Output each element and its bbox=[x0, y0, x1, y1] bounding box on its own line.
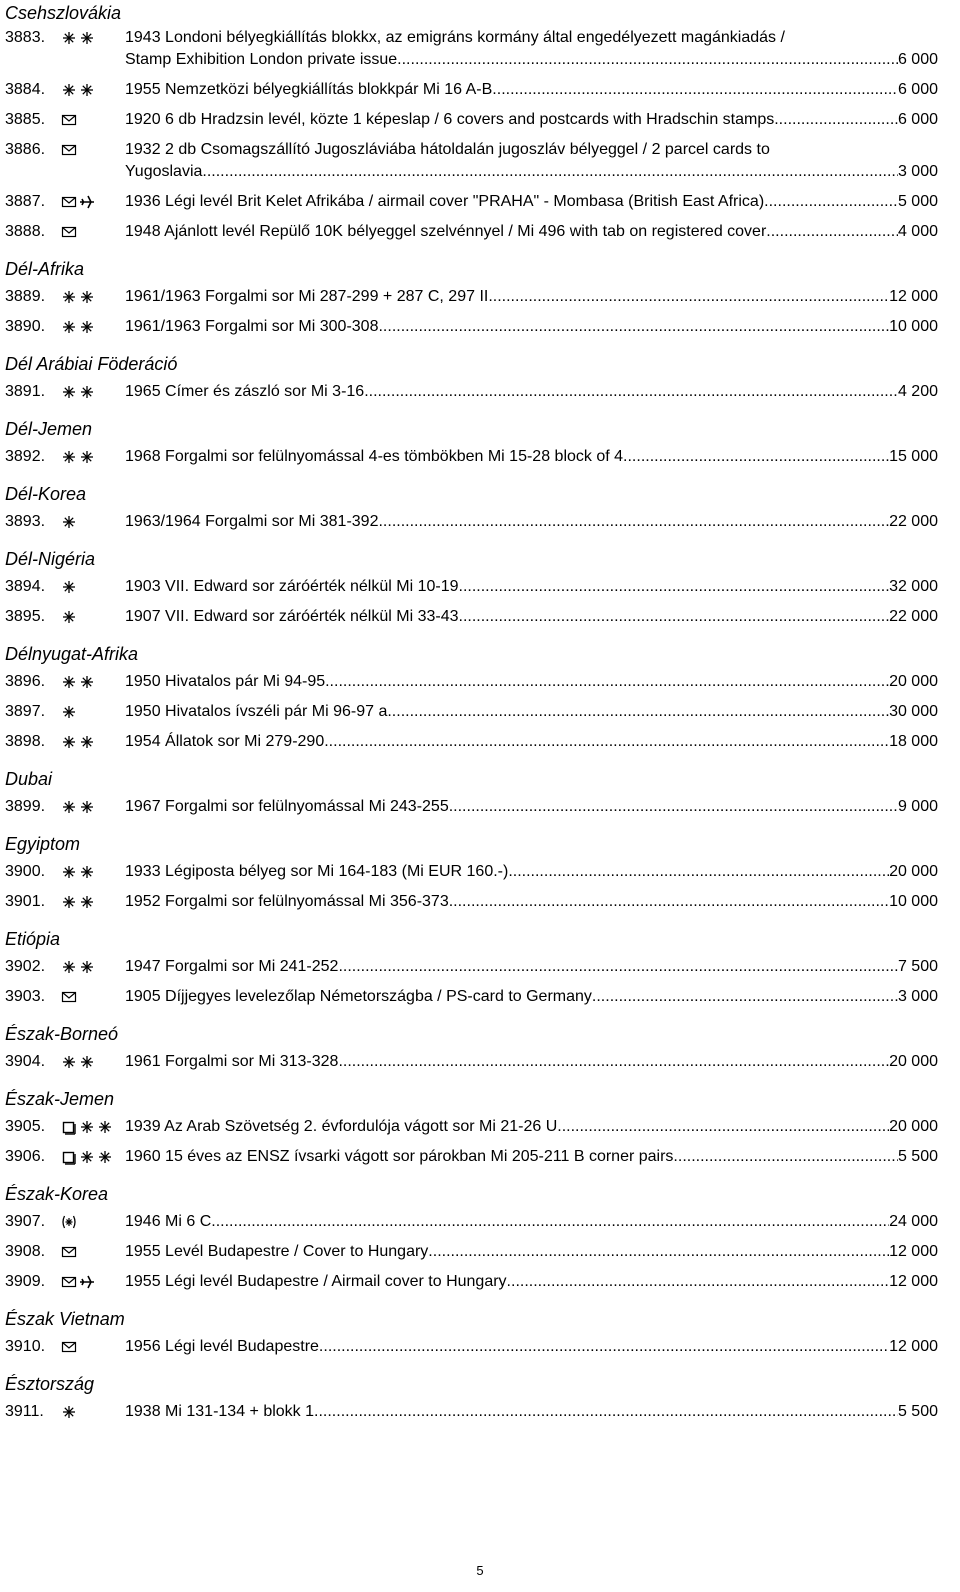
section-heading: Dél Arábiai Föderáció bbox=[5, 354, 178, 374]
dot-leader bbox=[488, 286, 889, 308]
lot-description bbox=[125, 1116, 938, 1138]
section-heading: Délnyugat-Afrika bbox=[5, 644, 139, 664]
lot-price: 32 000 bbox=[889, 578, 938, 595]
section-heading: Észak-Borneó bbox=[5, 1024, 119, 1044]
envelope-icon bbox=[61, 224, 77, 240]
description-last-line bbox=[125, 796, 938, 818]
dot-leader bbox=[508, 861, 889, 883]
lot-description bbox=[125, 286, 938, 308]
lot-number: 3909. bbox=[5, 1273, 46, 1290]
lot-row bbox=[5, 731, 938, 753]
condition-icons bbox=[61, 446, 125, 468]
lot-price: 6 000 bbox=[897, 81, 938, 98]
lot-description bbox=[125, 191, 938, 213]
dot-leader bbox=[211, 1211, 889, 1233]
lot-description bbox=[125, 79, 938, 101]
description-last-line bbox=[125, 221, 938, 243]
mint-star-icon bbox=[61, 449, 77, 465]
mint-star-icon bbox=[79, 289, 95, 305]
lot-row bbox=[5, 221, 938, 243]
lot-price: 22 000 bbox=[889, 608, 938, 625]
dot-leader bbox=[492, 79, 898, 101]
lot-price: 4 000 bbox=[897, 223, 938, 240]
lot-number: 3899. bbox=[5, 798, 46, 815]
description-last-line bbox=[125, 1241, 938, 1263]
lot-description bbox=[125, 1211, 938, 1233]
description-text: 1905 Díjjegyes levelezőlap Németországba / PS-card to Germany bbox=[125, 988, 592, 1005]
lot-number: 3900. bbox=[5, 863, 46, 880]
description-last-line bbox=[125, 79, 938, 101]
lot-row bbox=[5, 986, 938, 1008]
dot-leader bbox=[324, 731, 889, 753]
lot-price: 4 200 bbox=[897, 383, 938, 400]
mint-star-icon bbox=[61, 894, 77, 910]
condition-icons bbox=[61, 796, 125, 818]
mint-star-icon bbox=[61, 289, 77, 305]
lot-price: 5 500 bbox=[897, 1403, 938, 1420]
mint-star-icon bbox=[61, 674, 77, 690]
lot-row bbox=[5, 381, 938, 403]
lot-row bbox=[5, 446, 938, 468]
lot-price: 5 000 bbox=[897, 193, 938, 210]
description-text: 1946 Mi 6 C bbox=[125, 1213, 212, 1230]
description-last-line bbox=[125, 1211, 938, 1233]
description-line: 1932 2 db Csomagszállító Jugoszláviába hátoldalán jugoszláv bélyeggel / 2 parcel cards to bbox=[125, 141, 770, 158]
envelope-icon bbox=[61, 194, 77, 210]
condition-icons bbox=[61, 139, 125, 161]
condition-icons bbox=[61, 1271, 125, 1293]
lot-number: 3903. bbox=[5, 988, 46, 1005]
dot-leader bbox=[764, 191, 898, 213]
hinged-star-icon bbox=[61, 609, 77, 625]
dot-leader bbox=[325, 671, 889, 693]
lot-description bbox=[125, 221, 938, 243]
description-last-line bbox=[125, 446, 938, 468]
lot-price: 12 000 bbox=[889, 1243, 938, 1260]
lot-price: 30 000 bbox=[889, 703, 938, 720]
section-heading: Észtország bbox=[5, 1374, 95, 1394]
description-last-line bbox=[125, 1401, 938, 1423]
description-last-line bbox=[125, 1336, 938, 1358]
hinged-star-icon bbox=[61, 1404, 77, 1420]
airplane-icon bbox=[79, 1274, 95, 1290]
envelope-icon bbox=[61, 142, 77, 158]
description-text: 1952 Forgalmi sor felülnyomással Mi 356-373 bbox=[125, 893, 449, 910]
section-heading: Dél-Jemen bbox=[5, 419, 93, 439]
description-text: 1948 Ajánlott levél Repülő 10K bélyeggel szelvénnyel / Mi 496 with tab on registered cover bbox=[125, 223, 767, 240]
lot-number: 3893. bbox=[5, 513, 46, 530]
lot-row bbox=[5, 1271, 938, 1293]
lot-number: 3908. bbox=[5, 1243, 46, 1260]
hinged-star-icon bbox=[61, 579, 77, 595]
lot-description bbox=[125, 891, 938, 913]
dot-leader bbox=[378, 511, 889, 533]
lot-row bbox=[5, 606, 938, 628]
lot-price: 20 000 bbox=[889, 1118, 938, 1135]
lot-number: 3904. bbox=[5, 1053, 46, 1070]
dot-leader bbox=[459, 606, 890, 628]
envelope-icon bbox=[61, 1244, 77, 1260]
envelope-icon bbox=[61, 989, 77, 1005]
mint-star-icon bbox=[61, 319, 77, 335]
envelope-icon bbox=[61, 1339, 77, 1355]
lot-number: 3888. bbox=[5, 223, 46, 240]
description-last-line bbox=[125, 891, 938, 913]
description-text: 1961/1963 Forgalmi sor Mi 300-308 bbox=[125, 318, 379, 335]
lot-price: 10 000 bbox=[889, 893, 938, 910]
lot-number: 3894. bbox=[5, 578, 46, 595]
description-last-line bbox=[125, 191, 938, 213]
lot-description bbox=[125, 1336, 938, 1358]
lot-row bbox=[5, 1211, 938, 1233]
description-text: 1965 Címer és zászló sor Mi 3-16 bbox=[125, 383, 365, 400]
description-text: Yugoslavia bbox=[125, 163, 203, 180]
lot-row bbox=[5, 191, 938, 213]
dot-leader bbox=[338, 956, 898, 978]
lot-description bbox=[125, 511, 938, 533]
lot-row bbox=[5, 701, 938, 723]
dot-leader bbox=[507, 1271, 890, 1293]
condition-icons bbox=[61, 1336, 125, 1358]
lot-number: 3907. bbox=[5, 1213, 46, 1230]
description-last-line bbox=[125, 1146, 938, 1168]
lot-row bbox=[5, 1401, 938, 1423]
airplane-icon bbox=[79, 194, 95, 210]
condition-icons bbox=[61, 956, 125, 978]
dot-leader bbox=[387, 701, 889, 723]
dot-leader bbox=[202, 161, 898, 183]
lot-price: 10 000 bbox=[889, 318, 938, 335]
lot-description bbox=[125, 1051, 938, 1073]
lot-number: 3889. bbox=[5, 288, 46, 305]
lot-row bbox=[5, 27, 938, 71]
lot-price: 6 000 bbox=[897, 51, 938, 68]
dot-leader bbox=[592, 986, 898, 1008]
lot-description bbox=[125, 671, 938, 693]
lot-number: 3890. bbox=[5, 318, 46, 335]
lot-number: 3886. bbox=[5, 141, 46, 158]
description-text: 1960 15 éves az ENSZ ívsarki vágott sor párokban Mi 205-211 B corner pairs bbox=[125, 1148, 674, 1165]
lot-row bbox=[5, 1241, 938, 1263]
description-text: 1968 Forgalmi sor felülnyomással 4-es tömbökben Mi 15-28 block of 4 bbox=[125, 448, 624, 465]
lot-price: 24 000 bbox=[889, 1213, 938, 1230]
section-heading: Csehszlovákia bbox=[5, 3, 122, 23]
description-last-line bbox=[125, 731, 938, 753]
mint-star-icon bbox=[97, 1119, 113, 1135]
condition-icons bbox=[61, 1146, 125, 1168]
lot-description bbox=[125, 1146, 938, 1168]
description-last-line bbox=[125, 956, 938, 978]
lot-price: 12 000 bbox=[889, 1338, 938, 1355]
dot-leader bbox=[774, 109, 898, 131]
condition-icons bbox=[61, 671, 125, 693]
dot-leader bbox=[378, 316, 889, 338]
hinged-star-icon bbox=[61, 514, 77, 530]
dot-leader bbox=[428, 1241, 889, 1263]
description-text: 1961/1963 Forgalmi sor Mi 287-299 + 287 C, 297 II bbox=[125, 288, 489, 305]
condition-icons bbox=[61, 511, 125, 533]
dot-leader bbox=[314, 1401, 898, 1423]
condition-icons bbox=[61, 576, 125, 598]
lot-description bbox=[125, 701, 938, 723]
description-last-line bbox=[125, 701, 938, 723]
condition-icons bbox=[61, 221, 125, 243]
condition-icons bbox=[61, 79, 125, 101]
description-last-line bbox=[125, 109, 938, 131]
lot-number: 3897. bbox=[5, 703, 46, 720]
mint-star-icon bbox=[79, 734, 95, 750]
description-text: Stamp Exhibition London private issue. bbox=[125, 51, 402, 68]
mint-star-icon bbox=[79, 894, 95, 910]
description-last-line bbox=[125, 49, 938, 71]
lot-price: 3 000 bbox=[897, 988, 938, 1005]
description-last-line bbox=[125, 1271, 938, 1293]
description-text: 1956 Légi levél Budapestre bbox=[125, 1338, 319, 1355]
dot-leader bbox=[364, 381, 898, 403]
lot-number: 3887. bbox=[5, 193, 46, 210]
lot-description bbox=[125, 109, 938, 131]
condition-icons bbox=[61, 1116, 125, 1138]
mint-star-icon bbox=[79, 384, 95, 400]
condition-icons bbox=[61, 1401, 125, 1423]
condition-icons bbox=[61, 27, 125, 49]
description-last-line bbox=[125, 511, 938, 533]
section-heading: Egyiptom bbox=[5, 834, 81, 854]
description-text: 1903 VII. Edward sor záróérték nélkül Mi 10-19 bbox=[125, 578, 459, 595]
lot-description bbox=[125, 861, 938, 883]
description-text: 1950 Hivatalos pár Mi 94-95 bbox=[125, 673, 326, 690]
condition-icons bbox=[61, 1051, 125, 1073]
description-last-line bbox=[125, 1051, 938, 1073]
lot-description bbox=[125, 986, 938, 1008]
lot-row bbox=[5, 1051, 938, 1073]
mint-star-icon bbox=[61, 30, 77, 46]
lot-number: 3911. bbox=[5, 1403, 44, 1420]
section-heading: Észak-Jemen bbox=[5, 1089, 115, 1109]
lot-price: 15 000 bbox=[889, 448, 938, 465]
description-text: 1961 Forgalmi sor Mi 313-328 bbox=[125, 1053, 339, 1070]
dot-leader bbox=[557, 1116, 889, 1138]
lot-row bbox=[5, 511, 938, 533]
section-heading: Etiópia bbox=[5, 929, 61, 949]
description-line: 1943 Londoni bélyegkiállítás blokkx, az emigráns kormány által engedélyezett magánkiadás / bbox=[125, 29, 785, 46]
dot-leader bbox=[766, 221, 898, 243]
envelope-icon bbox=[61, 1274, 77, 1290]
mint-star-icon bbox=[97, 1149, 113, 1165]
description-text: 1955 Levél Budapestre / Cover to Hungary bbox=[125, 1243, 429, 1260]
lot-price: 3 000 bbox=[897, 163, 938, 180]
envelope-icon bbox=[61, 112, 77, 128]
lot-description bbox=[125, 27, 938, 71]
lot-description bbox=[125, 796, 938, 818]
description-last-line bbox=[125, 671, 938, 693]
page-number: 5 bbox=[476, 1563, 484, 1578]
hinged-star-icon bbox=[61, 704, 77, 720]
lot-row bbox=[5, 1336, 938, 1358]
lot-number: 3901. bbox=[5, 893, 46, 910]
dot-leader bbox=[449, 796, 898, 818]
dot-leader bbox=[319, 1336, 889, 1358]
dot-leader bbox=[449, 891, 889, 913]
description-text: 1933 Légiposta bélyeg sor Mi 164-183 (Mi EUR 160.-) bbox=[125, 863, 509, 880]
lot-number: 3884. bbox=[5, 81, 46, 98]
lot-row bbox=[5, 576, 938, 598]
lot-description bbox=[125, 606, 938, 628]
lot-row bbox=[5, 861, 938, 883]
lot-description bbox=[125, 576, 938, 598]
description-last-line bbox=[125, 316, 938, 338]
description-text: 1954 Állatok sor Mi 279-290 bbox=[125, 733, 325, 750]
dot-leader bbox=[338, 1051, 889, 1073]
lot-row bbox=[5, 671, 938, 693]
lot-price: 20 000 bbox=[889, 863, 938, 880]
lot-row bbox=[5, 316, 938, 338]
description-text: 1963/1964 Forgalmi sor Mi 381-392 bbox=[125, 513, 379, 530]
section-heading: Észak-Korea bbox=[5, 1184, 109, 1204]
mint-star-icon bbox=[61, 864, 77, 880]
imperforate-icon bbox=[61, 1119, 77, 1135]
lot-row bbox=[5, 796, 938, 818]
condition-icons bbox=[61, 381, 125, 403]
condition-icons bbox=[61, 191, 125, 213]
condition-icons bbox=[61, 986, 125, 1008]
lot-number: 3906. bbox=[5, 1148, 46, 1165]
lot-price: 20 000 bbox=[889, 1053, 938, 1070]
description-last-line bbox=[125, 986, 938, 1008]
lot-number: 3898. bbox=[5, 733, 46, 750]
lot-row bbox=[5, 286, 938, 308]
mint-star-icon bbox=[61, 959, 77, 975]
description-last-line bbox=[125, 381, 938, 403]
lot-description bbox=[125, 1401, 938, 1423]
dot-leader bbox=[673, 1146, 898, 1168]
mint-star-icon bbox=[79, 864, 95, 880]
mint-star-icon bbox=[79, 82, 95, 98]
lot-row bbox=[5, 956, 938, 978]
description-text: 1920 6 db Hradzsin levél, közte 1 képeslap / 6 covers and postcards with Hradschin stamps bbox=[125, 111, 775, 128]
lot-price: 18 000 bbox=[889, 733, 938, 750]
description-text: 1955 Nemzetközi bélyegkiállítás blokkpár Mi 16 A-B bbox=[125, 81, 493, 98]
lot-row bbox=[5, 891, 938, 913]
dot-leader bbox=[459, 576, 890, 598]
lot-description bbox=[125, 956, 938, 978]
lot-number: 3885. bbox=[5, 111, 46, 128]
mint-star-icon bbox=[61, 82, 77, 98]
mint-star-icon bbox=[79, 319, 95, 335]
section-heading: Észak Vietnam bbox=[5, 1309, 125, 1329]
description-last-line bbox=[125, 606, 938, 628]
lot-description bbox=[125, 731, 938, 753]
lot-row bbox=[5, 79, 938, 101]
condition-icons bbox=[61, 731, 125, 753]
description-text: 1936 Légi levél Brit Kelet Afrikába / airmail cover "PRAHA" - Mombasa (British East Africa) bbox=[125, 193, 765, 210]
mint-star-icon bbox=[61, 384, 77, 400]
description-text: 1938 Mi 131-134 + blokk 1 bbox=[125, 1403, 315, 1420]
lot-number: 3883. bbox=[5, 29, 46, 46]
condition-icons bbox=[61, 1211, 125, 1233]
lot-row bbox=[5, 1146, 938, 1168]
lot-number: 3902. bbox=[5, 958, 46, 975]
no-gum-star-icon bbox=[61, 1214, 77, 1230]
lot-number: 3891. bbox=[5, 383, 46, 400]
condition-icons bbox=[61, 861, 125, 883]
condition-icons bbox=[61, 286, 125, 308]
mint-star-icon bbox=[79, 1054, 95, 1070]
description-text: 1967 Forgalmi sor felülnyomással Mi 243-255 bbox=[125, 798, 449, 815]
lot-price: 20 000 bbox=[889, 673, 938, 690]
description-last-line bbox=[125, 576, 938, 598]
description-last-line bbox=[125, 1116, 938, 1138]
lot-number: 3896. bbox=[5, 673, 46, 690]
condition-icons bbox=[61, 606, 125, 628]
description-last-line bbox=[125, 861, 938, 883]
lot-price: 6 000 bbox=[897, 111, 938, 128]
mint-star-icon bbox=[79, 449, 95, 465]
lot-row bbox=[5, 139, 938, 183]
condition-icons bbox=[61, 316, 125, 338]
lot-price: 7 500 bbox=[897, 958, 938, 975]
mint-star-icon bbox=[61, 734, 77, 750]
condition-icons bbox=[61, 109, 125, 131]
dot-leader bbox=[623, 446, 889, 468]
lot-description bbox=[125, 139, 938, 183]
imperforate-icon bbox=[61, 1149, 77, 1165]
description-text: 1907 VII. Edward sor záróérték nélkül Mi 33-43 bbox=[125, 608, 459, 625]
lot-number: 3905. bbox=[5, 1118, 46, 1135]
lot-number: 3910. bbox=[5, 1338, 46, 1355]
mint-star-icon bbox=[79, 959, 95, 975]
lot-number: 3895. bbox=[5, 608, 46, 625]
description-last-line bbox=[125, 286, 938, 308]
lot-description bbox=[125, 446, 938, 468]
description-text: 1939 Az Arab Szövetség 2. évfordulója vágott sor Mi 21-26 U bbox=[125, 1118, 558, 1135]
description-text: 1947 Forgalmi sor Mi 241-252 bbox=[125, 958, 339, 975]
lot-price: 22 000 bbox=[889, 513, 938, 530]
mint-star-icon bbox=[79, 799, 95, 815]
lot-price: 12 000 bbox=[889, 288, 938, 305]
lot-description bbox=[125, 1271, 938, 1293]
description-last-line bbox=[125, 161, 938, 183]
mint-star-icon bbox=[79, 1149, 95, 1165]
section-heading: Dél-Korea bbox=[5, 484, 87, 504]
mint-star-icon bbox=[61, 799, 77, 815]
dot-leader bbox=[402, 49, 898, 71]
lot-description bbox=[125, 316, 938, 338]
mint-star-icon bbox=[79, 1119, 95, 1135]
lot-row bbox=[5, 109, 938, 131]
condition-icons bbox=[61, 1241, 125, 1263]
lot-number: 3892. bbox=[5, 448, 46, 465]
mint-star-icon bbox=[79, 674, 95, 690]
lot-price: 12 000 bbox=[889, 1273, 938, 1290]
lot-description bbox=[125, 1241, 938, 1263]
section-heading: Dél-Nigéria bbox=[5, 549, 96, 569]
lot-price: 9 000 bbox=[897, 798, 938, 815]
lot-price: 5 500 bbox=[897, 1148, 938, 1165]
condition-icons bbox=[61, 701, 125, 723]
lot-description bbox=[125, 381, 938, 403]
description-text: 1950 Hivatalos ívszéli pár Mi 96-97 a bbox=[125, 703, 388, 720]
mint-star-icon bbox=[79, 30, 95, 46]
lot-row bbox=[5, 1116, 938, 1138]
section-heading: Dubai bbox=[5, 769, 53, 789]
description-text: 1955 Légi levél Budapestre / Airmail cover to Hungary bbox=[125, 1273, 507, 1290]
mint-star-icon bbox=[61, 1054, 77, 1070]
section-heading: Dél-Afrika bbox=[5, 259, 85, 279]
condition-icons bbox=[61, 891, 125, 913]
